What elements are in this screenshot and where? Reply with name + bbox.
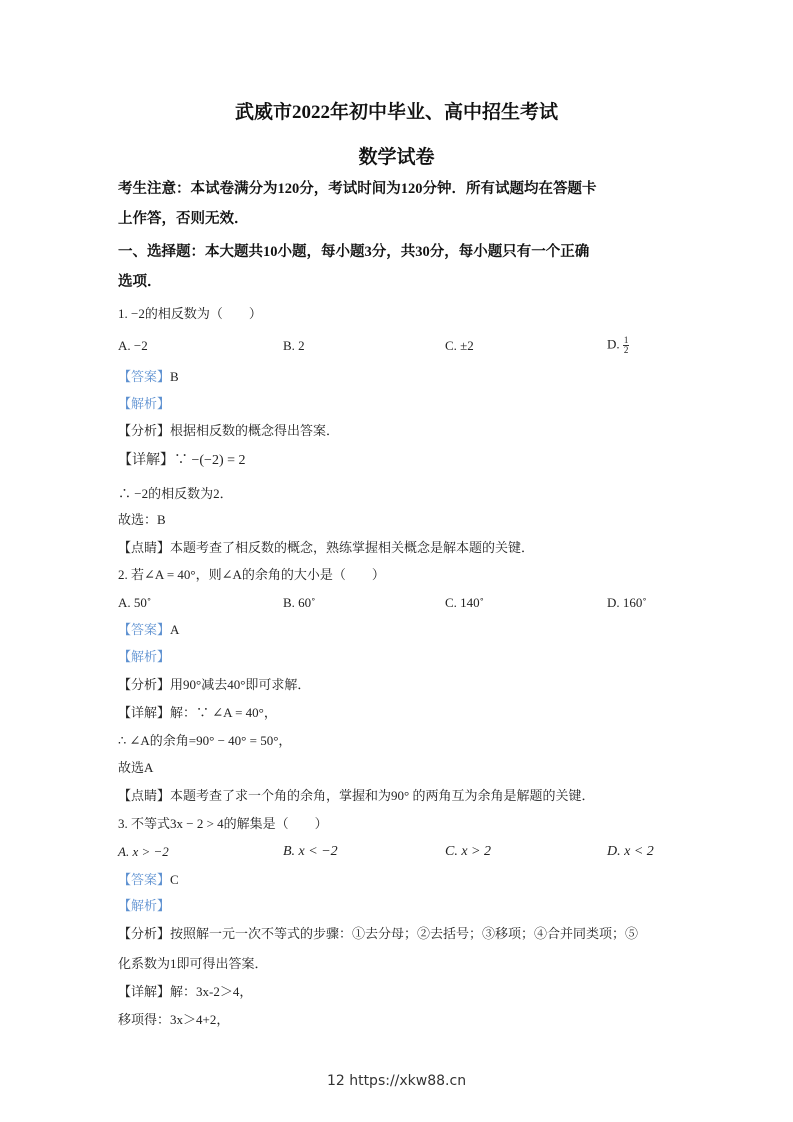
answer-line xyxy=(118,369,179,385)
comment-line: 【点睛】本题考查了相反数的概念，熟练掌握相关概念是解本题的关键． xyxy=(118,540,535,555)
option-d: D. x < 2 xyxy=(607,844,654,859)
analysis-heading: 【解析】 xyxy=(118,396,171,411)
option-c: C. x > 2 xyxy=(445,844,491,859)
detail-line: 【详解】∵ −(−2) = 2 xyxy=(118,453,246,468)
answer-line xyxy=(118,872,179,888)
notice-line: 上作答，否则无效． xyxy=(118,211,249,227)
analysis-line: 化系数为1即可得出答案． xyxy=(118,956,268,971)
option-d: D. 160˚ xyxy=(607,595,647,610)
notice-line: 考生注意：本试卷满分为120分，考试时间为120分钟．所有试题均在答题卡 xyxy=(118,181,597,197)
page-subtitle: 数学试卷 xyxy=(358,147,435,168)
section-heading: 选项． xyxy=(118,274,162,290)
question-stem: 2. 若∠A = 40°，则∠A的余角的大小是（ ） xyxy=(118,567,385,582)
detail-line: 移项得：3x＞4+2， xyxy=(118,1012,230,1027)
question-stem: 3. 不等式3x − 2 > 4的解集是（ ） xyxy=(118,816,328,831)
option-c: C. ±2 xyxy=(445,338,474,353)
option-a: A. −2 xyxy=(118,338,148,353)
fraction xyxy=(623,336,630,355)
section-heading: 一、选择题：本大题共10小题，每小题3分，共30分，每小题只有一个正确 xyxy=(118,244,590,260)
option-c: C. 140˚ xyxy=(445,595,484,610)
analysis-line: 【分析】用90°减去40°即可求解． xyxy=(118,677,311,692)
question-stem: 1. −2的相反数为（ ） xyxy=(118,306,262,321)
option-a: A. x > −2 xyxy=(118,844,169,859)
answer-label: 【答案】 xyxy=(118,369,171,384)
analysis-line: 【分析】根据相反数的概念得出答案． xyxy=(118,423,340,438)
option-a: A. 50˚ xyxy=(118,595,152,610)
option-d-label: D. xyxy=(607,336,620,352)
answer-label: 【答案】 xyxy=(118,622,171,637)
choice-line: 故选A xyxy=(118,760,154,775)
fraction-numerator: 1 xyxy=(623,335,629,345)
comment-line: 【点睛】本题考查了求一个角的余角，掌握和为90° 的两角互为余角是解题的关键． xyxy=(118,788,595,803)
choice-line: 故选：B xyxy=(118,512,166,527)
page-title: 武威市2022年初中毕业、高中招生考试 xyxy=(234,102,558,123)
answer-line xyxy=(118,622,179,638)
analysis-heading: 【解析】 xyxy=(118,649,171,664)
fraction-denominator: 2 xyxy=(623,345,629,355)
option-b: B. 2 xyxy=(283,338,305,353)
detail-line: ∴ −2的相反数为2． xyxy=(118,486,233,501)
answer-value: C xyxy=(170,872,179,887)
analysis-line: 【分析】按照解一元一次不等式的步骤：①去分母；②去括号；③移项；④合并同类项；⑤ xyxy=(118,926,639,941)
answer-value: A xyxy=(170,622,180,637)
page-footer: 12 https://xkw88.cn xyxy=(326,1073,467,1089)
option-b: B. 60˚ xyxy=(283,595,316,610)
option-d xyxy=(607,336,629,355)
detail-line: ∴ ∠A的余角=90° − 40° = 50°， xyxy=(118,733,292,748)
detail-line: 【详解】解：3x-2＞4， xyxy=(118,984,253,999)
detail-line: 【详解】解：∵ ∠A = 40°， xyxy=(118,705,277,720)
answer-value: B xyxy=(170,369,179,384)
option-b: B. x < −2 xyxy=(283,844,338,859)
answer-label: 【答案】 xyxy=(118,872,171,887)
analysis-heading: 【解析】 xyxy=(118,898,171,913)
